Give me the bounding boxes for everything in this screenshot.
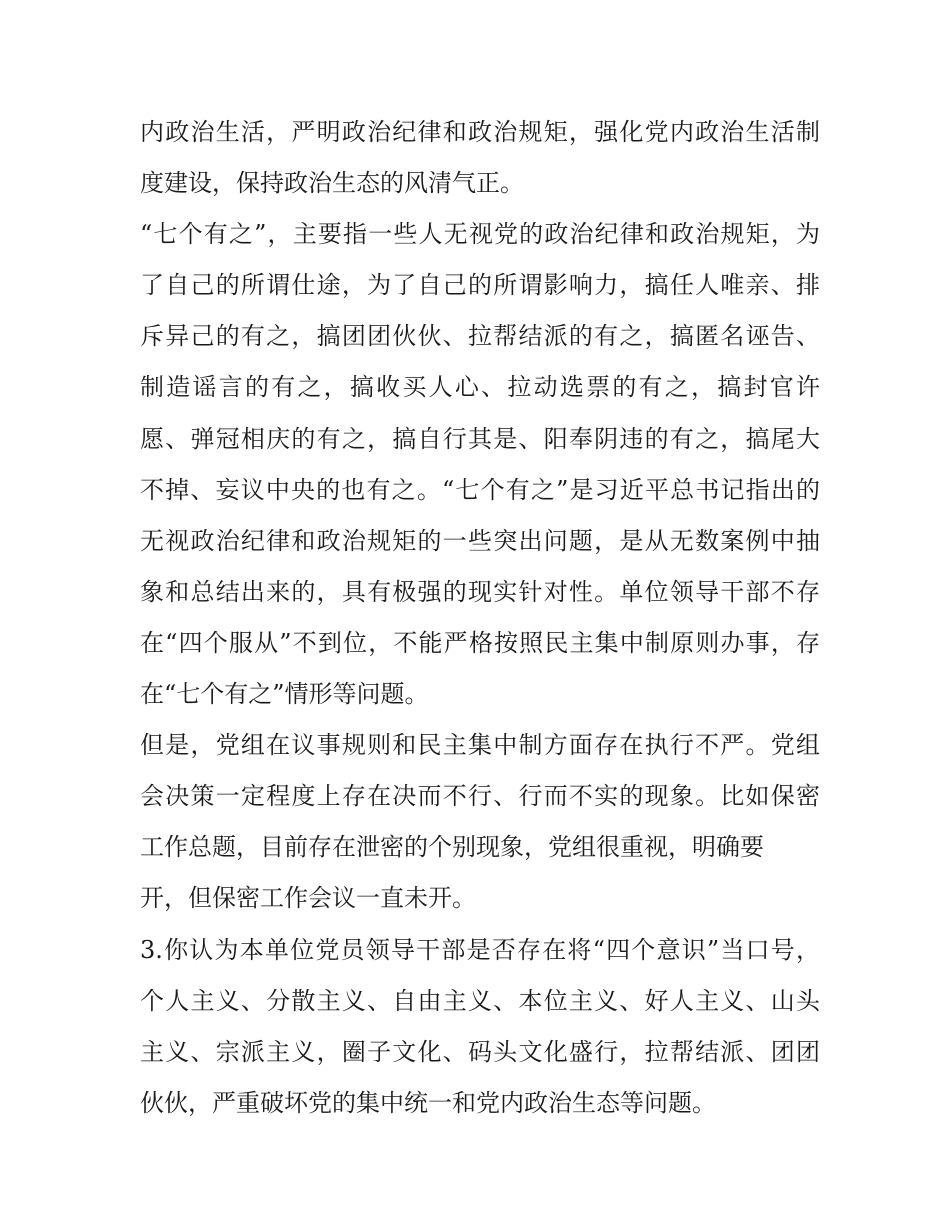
text-line: 无视政治纪律和政治规矩的一些突出问题，是从无数案例中抽 — [140, 526, 820, 555]
text-line: 内政治生活，严明政治纪律和政治规矩，强化党内政治生活制 — [140, 118, 820, 146]
text-line: 度建设，保持政治生态的风清气正。 — [140, 169, 524, 198]
text-line: 个人主义、分散主义、自由主义、本位主义、好人主义、山头 — [140, 986, 820, 1015]
text-line: “七个有之”，主要指一些人无视党的政治纪律和政治规矩，为 — [140, 220, 820, 249]
text-line: 会决策一定程度上存在决而不行、行而不实的现象。比如保密 — [140, 782, 820, 811]
text-line: 制造谣言的有之，搞收买人心、拉动选票的有之，搞封官许 — [140, 373, 820, 402]
text-line: 在“七个有之”情形等问题。 — [140, 680, 429, 709]
text-line: 象和总结出来的，具有极强的现实针对性。单位领导干部不存 — [140, 577, 820, 606]
text-line: 主义、宗派主义，圈子文化、码头文化盛行，拉帮结派、团团 — [140, 1037, 820, 1066]
text-line: 工作总题，目前存在泄密的个别现象，党组很重视，明确要 — [140, 833, 764, 862]
text-line: 了自己的所谓仕途，为了自己的所谓影响力，搞任人唯亲、排 — [140, 271, 820, 300]
text-line: 不掉、妄议中央的也有之。“七个有之”是习近平总书记指出的 — [140, 475, 820, 504]
text-line: 3.你认为本单位党员领导干部是否存在将“四个意识”当口号， — [140, 935, 820, 964]
text-line: 在“四个服从”不到位，不能严格按照民主集中制原则办事，存 — [140, 628, 820, 657]
text-line: 伙伙，严重破坏党的集中统一和党内政治生态等问题。 — [140, 1088, 716, 1117]
text-line: 开，但保密工作会议一直未开。 — [140, 884, 476, 913]
document-body — [140, 107, 820, 1129]
text-line: 但是，党组在议事规则和民主集中制方面存在执行不严。党组 — [140, 731, 820, 760]
text-line: 斥异己的有之，搞团团伙伙、拉帮结派的有之，搞匿名诬告、 — [140, 322, 820, 351]
text-line: 愿、弹冠相庆的有之，搞自行其是、阳奉阴违的有之，搞尾大 — [140, 424, 820, 453]
